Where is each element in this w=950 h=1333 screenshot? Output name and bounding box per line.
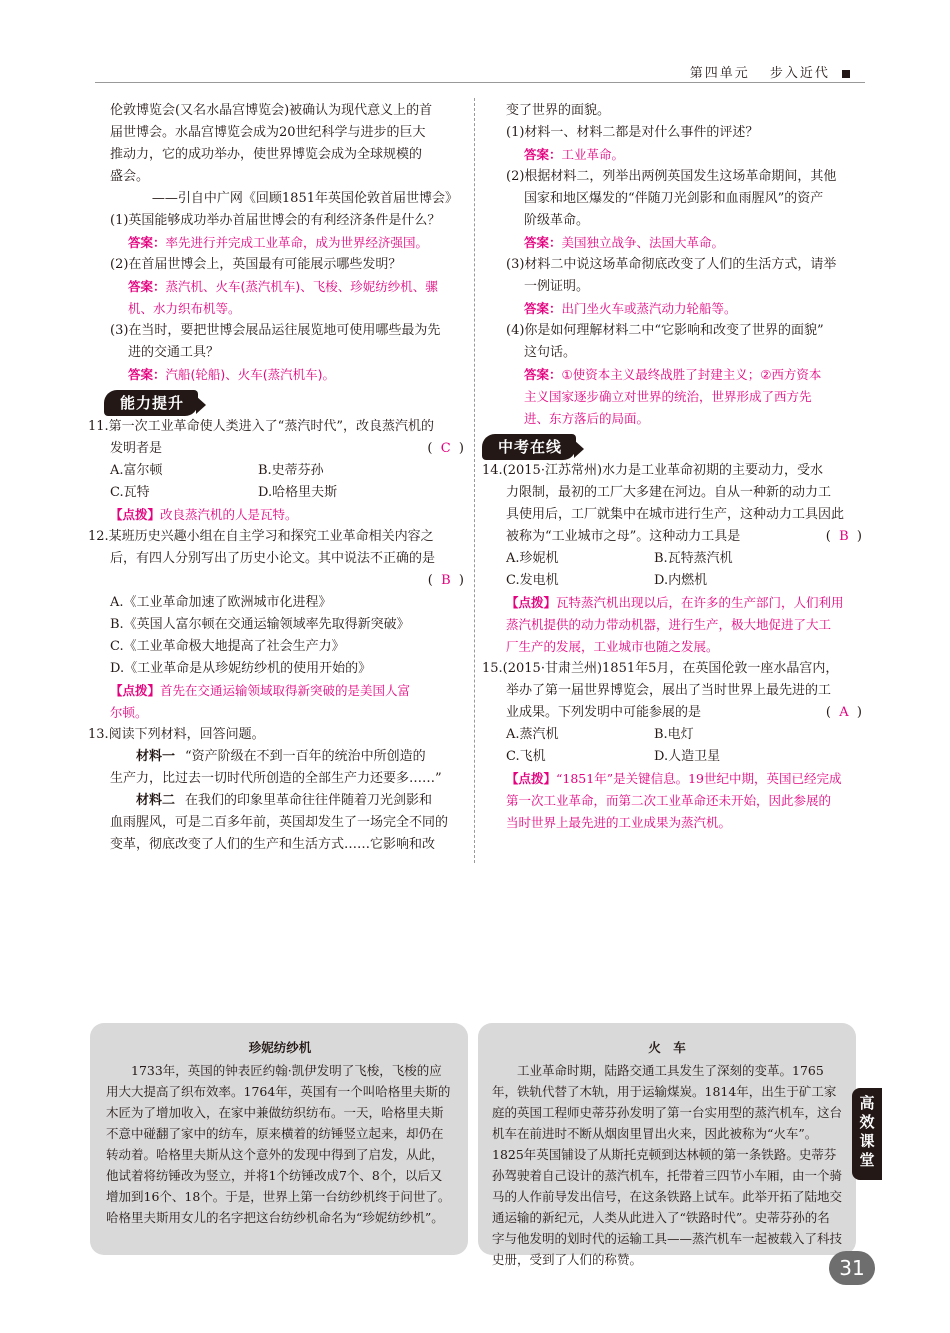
question-text: 一例证明。 bbox=[524, 279, 590, 294]
answer-choice: B bbox=[441, 573, 451, 588]
answer-label: 答案： bbox=[128, 235, 166, 250]
answer-label: 答案： bbox=[128, 367, 166, 382]
question-text: (4)你是如何理解材料二中“它影响和改变了世界的面貌” bbox=[506, 323, 824, 338]
tip-label: 【点拨】 bbox=[506, 595, 557, 610]
option: D.哈格里夫斯 bbox=[258, 485, 338, 500]
question-line bbox=[110, 438, 464, 460]
answer-text: 美国独立战争、法国大革命。 bbox=[561, 235, 725, 250]
question-text: 发明者是 bbox=[110, 441, 163, 456]
material-text: “资产阶级在不到一百年的统治中所创造的 bbox=[185, 749, 426, 764]
answer-label: 答案： bbox=[128, 279, 166, 294]
answer-label: 答案： bbox=[524, 301, 562, 316]
intro-line: 伦敦博览会(又名水晶宫博览会)被确认为现代意义上的首 bbox=[110, 103, 433, 118]
tip-label: 【点拨】 bbox=[110, 507, 161, 522]
left-column bbox=[88, 100, 464, 856]
answer-text: 工业革命。 bbox=[561, 147, 625, 162]
tip bbox=[488, 592, 862, 614]
option: A.《工业革命加速了欧洲城市化进程》 bbox=[110, 595, 332, 610]
answer-text: ①使资本主义最终战胜了封建主义；②西方资本 bbox=[561, 367, 822, 382]
intro-line: 推动力，它的成功举办，使世界博览会成为全球规模的 bbox=[110, 147, 423, 162]
options-row bbox=[488, 746, 862, 768]
tip bbox=[110, 504, 464, 526]
right-column bbox=[482, 100, 862, 834]
options-row bbox=[488, 724, 862, 746]
tip-cont: 第一次工业革命，而第二次工业革命还未开始，因此参展的 bbox=[506, 793, 832, 808]
tip-label: 【点拨】 bbox=[110, 683, 161, 698]
answer bbox=[110, 232, 464, 254]
tip-cont: 当时世界上最先进的工业成果为蒸汽机。 bbox=[506, 815, 732, 830]
option: B.《英国人富尔顿在交通运输领域率先取得新突破》 bbox=[110, 617, 410, 632]
answer-choice: B bbox=[839, 529, 849, 544]
material-text: 变革，彻底改变了人们的生产和生活方式……它影响和改 bbox=[110, 837, 436, 852]
option: C.发电机 bbox=[506, 573, 559, 588]
side-tab bbox=[852, 1088, 882, 1180]
section-banner bbox=[104, 390, 206, 416]
info-box-train bbox=[478, 1023, 856, 1267]
answer-choice: C bbox=[440, 441, 451, 456]
answer-cont: 主义国家逐步确立对世界的统治，世界形成了西方先 bbox=[524, 389, 812, 404]
answer bbox=[488, 298, 862, 320]
question-text: 力限制，最初的工厂大多建在河边。自从一种新的动力工 bbox=[506, 485, 832, 500]
material-text: 在我们的印象里革命往往伴随着刀光剑影和 bbox=[185, 793, 433, 808]
answer-text: 汽船(轮船)、火车(蒸汽机车)。 bbox=[165, 367, 336, 382]
question-text: 被称为“工业城市之母”。这种动力工具是 bbox=[506, 529, 741, 544]
question-text: 后，有四人分别写出了历史小论文。其中说法不正确的是 bbox=[110, 551, 436, 566]
section-banner bbox=[482, 434, 584, 460]
answer-label: 答案： bbox=[524, 147, 562, 162]
tip-cont: 尔顿。 bbox=[110, 705, 148, 720]
material bbox=[110, 746, 464, 768]
question-text: 这句话。 bbox=[524, 345, 577, 360]
header-rule bbox=[95, 82, 865, 83]
header-square-icon bbox=[842, 70, 850, 78]
question-text: (2)根据材料二，列举出两例英国发生这场革命期间，其他 bbox=[506, 169, 837, 184]
intro-line: 届世博会。水晶宫博览会成为20世纪科学与进步的巨大 bbox=[110, 125, 426, 140]
option: C.《工业革命极大地提高了社会生产力》 bbox=[110, 639, 345, 654]
option: C.瓦特 bbox=[110, 485, 150, 500]
question-text: 具使用后，工厂就集中在城市进行生产，这种动力工具因此 bbox=[506, 507, 845, 522]
tip-text: “1851年”是关键信息。19世纪中期，英国已经完成 bbox=[556, 771, 842, 786]
options-row bbox=[488, 570, 862, 592]
side-tab-label: 高效课堂 bbox=[859, 1094, 875, 1169]
option: B.电灯 bbox=[654, 727, 694, 742]
question-text: 11.第一次工业革命使人类进入了“蒸汽时代”，改良蒸汽机的 bbox=[88, 419, 434, 434]
answer-cont: 进、东方落后的局面。 bbox=[524, 411, 650, 426]
answer bbox=[488, 232, 862, 254]
answer-label: 答案： bbox=[524, 367, 562, 382]
answer-label: 答案： bbox=[524, 235, 562, 250]
answer-cont: 机、水力织布机等。 bbox=[128, 301, 241, 316]
question-text: (1)英国能够成功举办首届世博会的有利经济条件是什么？ bbox=[110, 213, 441, 228]
tip bbox=[110, 680, 464, 702]
tip-cont: 厂生产的发展，工业城市也随之发展。 bbox=[506, 639, 719, 654]
question-text: (1)材料一、材料二都是对什么事件的评述？ bbox=[506, 125, 759, 140]
banner-label: 能力提升 bbox=[104, 390, 198, 416]
material-text: 变了世界的面貌。 bbox=[506, 103, 611, 118]
question-text: (3)在当时，要把世博会展品运往展览地可使用哪些最为先 bbox=[110, 323, 441, 338]
answer bbox=[110, 364, 464, 386]
option: D.内燃机 bbox=[654, 573, 708, 588]
answer bbox=[488, 144, 862, 166]
banner-label: 中考在线 bbox=[482, 434, 576, 460]
tip bbox=[488, 768, 862, 790]
question-line bbox=[488, 526, 862, 548]
material-text: 血雨腥风，可是二百多年前，英国却发生了一场完全不同的 bbox=[110, 815, 449, 830]
material-label: 材料二 bbox=[136, 793, 176, 808]
material bbox=[110, 790, 464, 812]
question-text: (2)在首届世博会上，英国最有可能展示哪些发明？ bbox=[110, 257, 402, 272]
options-row bbox=[488, 548, 862, 570]
question-text: 13.阅读下列材料，回答问题。 bbox=[88, 727, 265, 742]
question-text: 15.(2015·甘肃兰州)1851年5月，在英国伦敦一座水晶宫内， bbox=[482, 661, 839, 676]
page-number: 31 bbox=[829, 1251, 875, 1285]
unit-label: 第四单元 bbox=[689, 66, 750, 81]
running-header bbox=[690, 62, 850, 81]
tip-cont: 蒸汽机提供的动力带动机器，进行生产，极大地促进了大工 bbox=[506, 617, 832, 632]
question-text: 阶级革命。 bbox=[524, 213, 590, 228]
material-text: 生产力，比过去一切时代所创造的全部生产力还要多……” bbox=[110, 771, 442, 786]
tip-text: 瓦特蒸汽机出现以后，在许多的生产部门，人们利用 bbox=[556, 595, 844, 610]
box-title: 火 车 bbox=[648, 1040, 686, 1055]
info-box-spinning-jenny bbox=[90, 1023, 468, 1255]
unit-title: 步入近代 bbox=[769, 66, 830, 81]
answer bbox=[110, 276, 464, 298]
tip-label: 【点拨】 bbox=[506, 771, 557, 786]
question-text: 国家和地区爆发的“伴随刀光剑影和血雨腥风”的资产 bbox=[524, 191, 824, 206]
question-text: 业成果。下列发明中可能参展的是 bbox=[506, 705, 702, 720]
option: C.飞机 bbox=[506, 749, 546, 764]
answer-paren: ( B ) bbox=[427, 573, 464, 588]
intro-line: 盛会。 bbox=[110, 169, 150, 184]
tip-text: 首先在交通运输领域取得新突破的是美国人富 bbox=[160, 683, 411, 698]
option: D.《工业革命是从珍妮纺纱机的使用开始的》 bbox=[110, 661, 372, 676]
option: B.瓦特蒸汽机 bbox=[654, 551, 733, 566]
box-body: 工业革命时期，陆路交通工具发生了深刻的变革。1765年，铁轨代替了木轨，用于运输煤炭。1814年，出生于矿工家庭的英国工程师史蒂芬孙发明了第一台实用型的蒸汽机车，这台机车在前进时不断从烟囱里冒出火来，因此被称为“火车”。1825年英国铺设了从斯托克顿到达林顿的第一条铁路。史蒂芬孙驾驶着自己设计的蒸汽机车，托带着三四节小车厢，由一个骑马的人作前导发出信号，在这条铁路上试车。此举开拓了陆地交通运输的新纪元，人类从此进入了“铁路时代”。史蒂芬孙的名字与他发明的划时代的运输工具——蒸汽机车一起被载入了科技史册，受到了人们的称赞。 bbox=[492, 1063, 843, 1267]
options-row bbox=[110, 460, 464, 482]
answer bbox=[488, 364, 862, 386]
answer-text: 出门坐火车或蒸汽动力轮船等。 bbox=[561, 301, 737, 316]
box-body: 1733年，英国的钟表匠约翰·凯伊发明了飞梭，飞梭的应用大大提高了织布效率。1764年，英国有一个叫哈格里夫斯的木匠为了增加收入，在家中兼做纺织纺布。一天，哈格里夫斯不意中碰翻了家中的纺车，原来横着的纺锤竖立起来，却仍在转动着。哈格里夫斯从这个意外的发现中得到了启发，从此，他试着将纺锤改为竖立，并将1个纺锤改成7个、8个，以后又增加到16个、18个。于是，世界上第一台纺纱机终于问世了。哈格里夫斯用女儿的名字把这台纺纱机命名为“珍妮纺纱机”。 bbox=[106, 1063, 451, 1225]
question-line bbox=[488, 702, 862, 724]
question-text: 14.(2015·江苏常州)水力是工业革命初期的主要动力，受水 bbox=[482, 463, 824, 478]
question-text: 12.某班历史兴趣小组在自主学习和探究工业革命相关内容之 bbox=[88, 529, 434, 544]
tip-text: 改良蒸汽机的人是瓦特。 bbox=[160, 507, 298, 522]
answer-paren: ( A ) bbox=[825, 705, 862, 720]
question-text: 举办了第一届世界博览会，展出了当时世界上最先进的工 bbox=[506, 683, 832, 698]
question-text: (3)材料二中说这场革命彻底改变了人们的生活方式，请举 bbox=[506, 257, 837, 272]
column-divider bbox=[474, 98, 475, 863]
option: D.人造卫星 bbox=[654, 749, 721, 764]
answer-text: 率先进行并完成工业革命，成为世界经济强国。 bbox=[165, 235, 429, 250]
question-text: 进的交通工具？ bbox=[128, 345, 220, 360]
material-label: 材料一 bbox=[136, 749, 176, 764]
option: A.蒸汽机 bbox=[506, 727, 559, 742]
source-citation: ——引自中广网《回顾1851年英国伦敦首届世博会》 bbox=[151, 191, 458, 206]
option: A.珍妮机 bbox=[506, 551, 559, 566]
option: A.富尔顿 bbox=[110, 463, 163, 478]
answer-text: 蒸汽机、火车(蒸汽机车)、飞梭、珍妮纺纱机、骡 bbox=[165, 279, 438, 294]
options-row bbox=[110, 482, 464, 504]
answer-paren: ( C ) bbox=[427, 441, 464, 456]
banner-arrow-icon bbox=[196, 396, 206, 414]
answer-paren: ( B ) bbox=[825, 529, 862, 544]
banner-arrow-icon bbox=[574, 440, 584, 458]
option: B.史蒂芬孙 bbox=[258, 463, 324, 478]
box-title: 珍妮纺纱机 bbox=[248, 1040, 312, 1055]
answer-choice: A bbox=[839, 705, 849, 720]
